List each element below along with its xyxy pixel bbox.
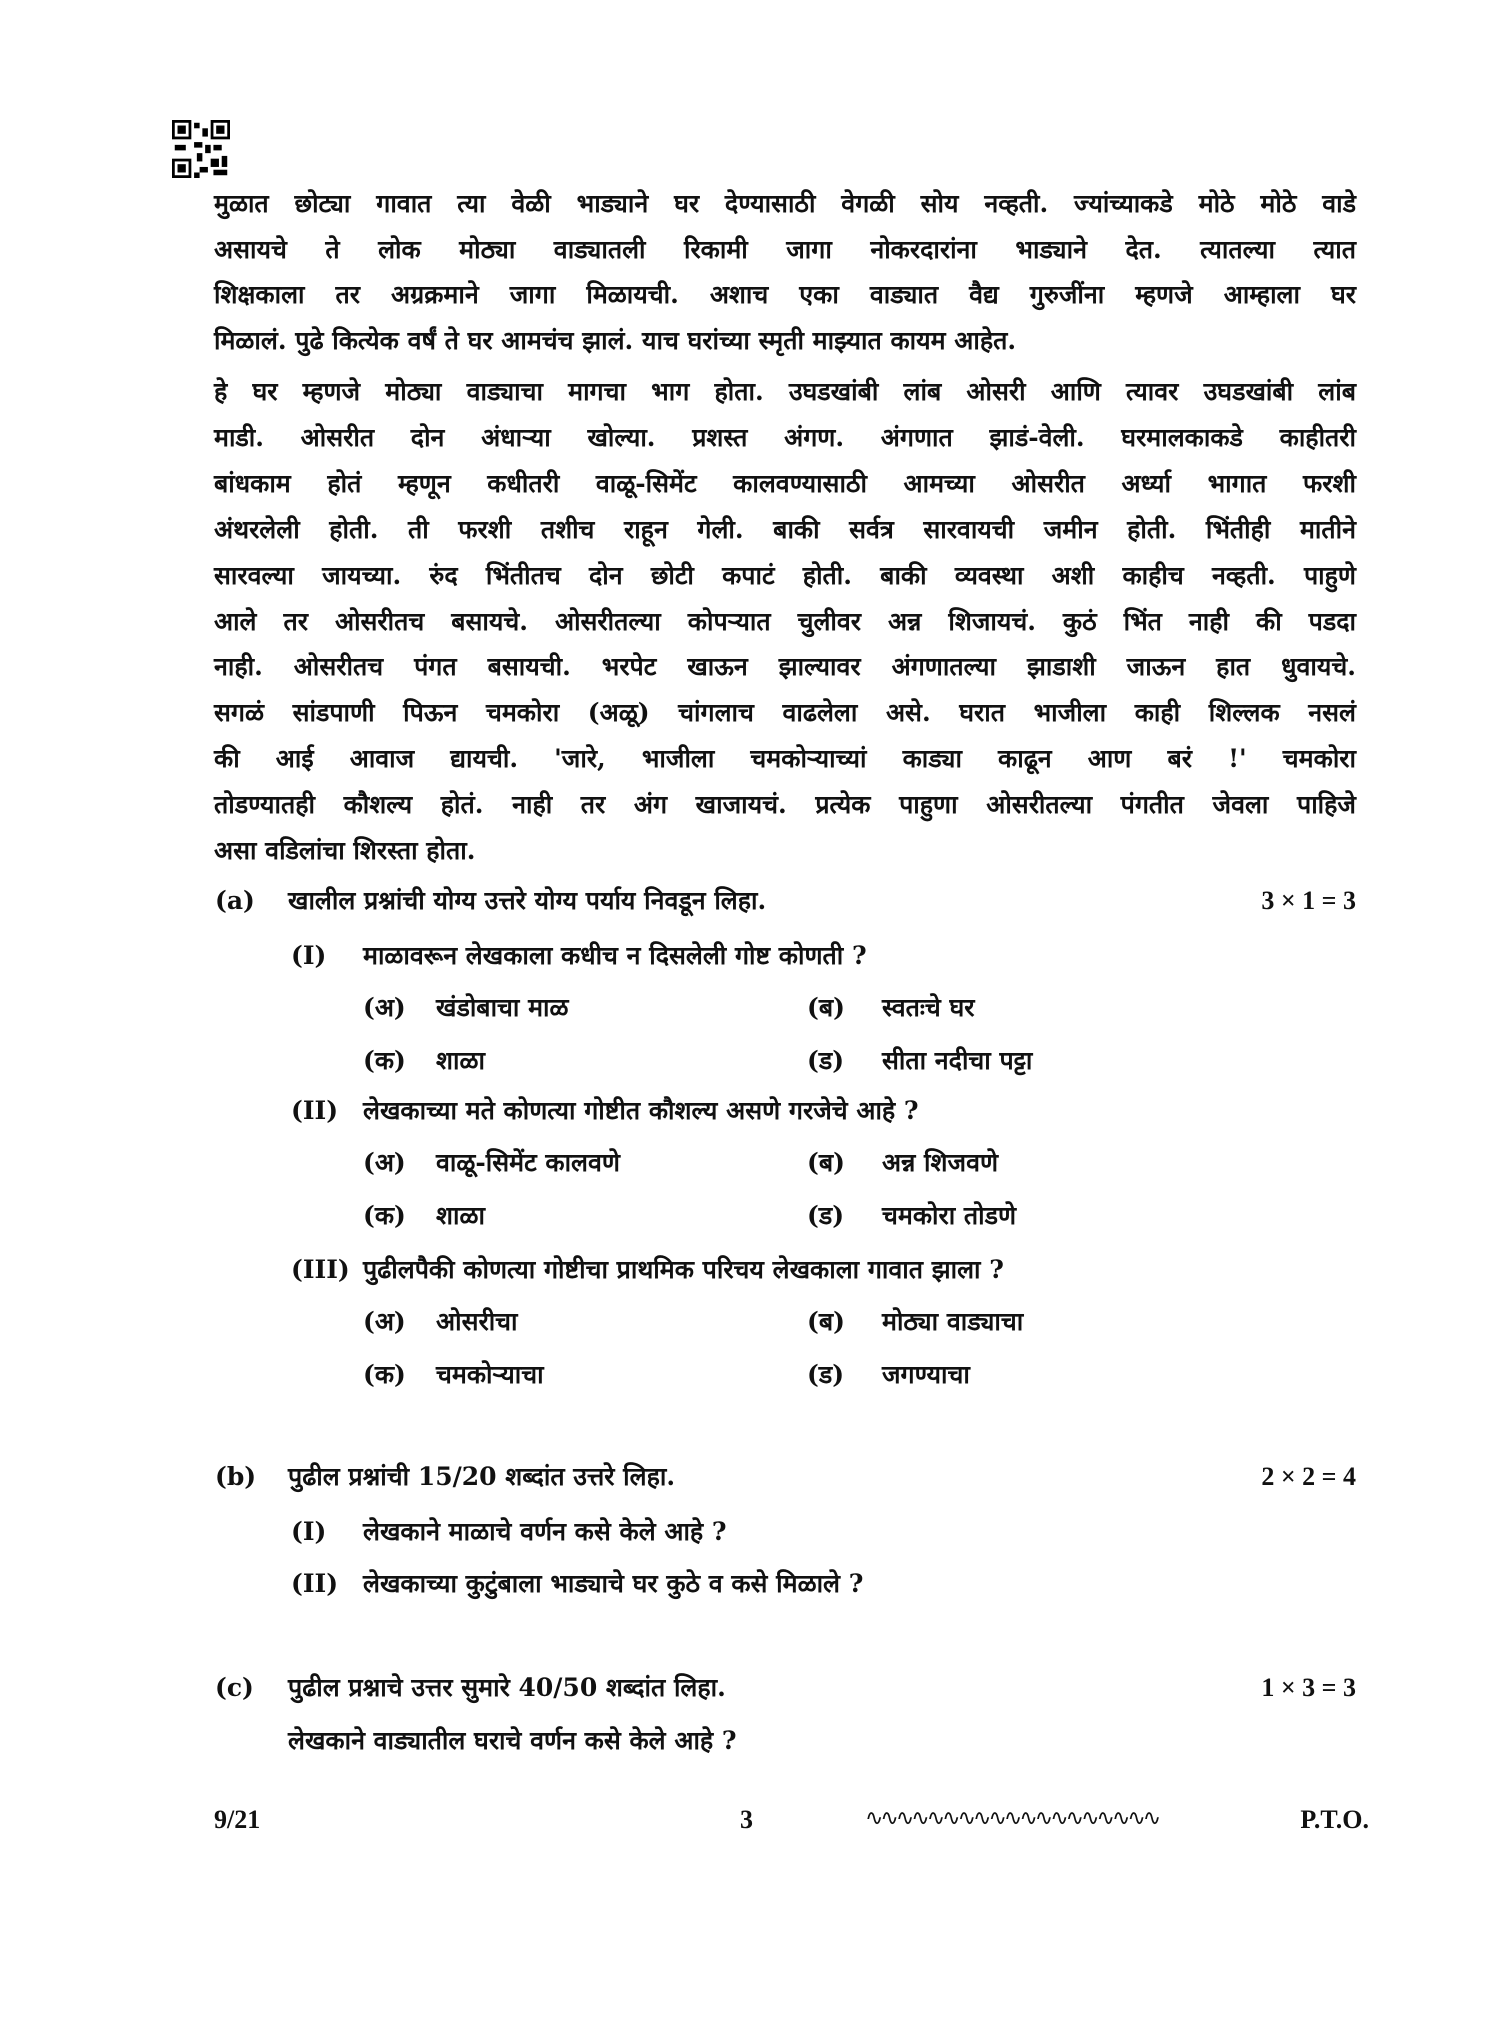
option-label: (क) [363,1046,406,1075]
question-c-instruction: पुढील प्रश्नाचे उत्तर सुमारे 40/50 शब्दांत लिहा. [288,1673,726,1702]
question-a-marks: 3 × 1 = 3 [1261,886,1356,915]
question-b1-number: (I) [291,1517,327,1546]
option-label: (ब) [807,1148,845,1177]
passage-line: तोडण्यातही कौशल्य होतं. नाही तर अंग खाजायचं. प्रत्येक पाहुणा ओसरीतल्या पंगतीत जेवला पाहिजे [214,790,1356,820]
question-number: (I) [291,941,327,970]
option-label: (अ) [363,993,406,1022]
question-b-instruction: पुढील प्रश्नांची 15/20 शब्दांत उत्तरे लिहा. [288,1462,676,1491]
passage-line: असायचे ते लोक मोठ्या वाड्यातली रिकामी जागा नोकरदारांना भाड्याने देत. त्यातल्या त्यात [214,234,1356,264]
question-b1-text: लेखकाने माळाचे वर्णन कसे केले आहे ? [363,1517,727,1546]
option-label: (क) [363,1360,406,1389]
question-text: लेखकाच्या मते कोणत्या गोष्टीत कौशल्य असणे गरजेचे आहे ? [363,1096,919,1125]
option-text: स्वतःचे घर [882,993,975,1022]
option-text: शाळा [436,1046,485,1075]
passage-line: शिक्षकाला तर अग्रक्रमाने जागा मिळायची. अशाच एका वाड्यात वैद्य गुरुजींना म्हणजे आम्हाला घर [214,280,1356,309]
question-b-label: (b) [215,1462,257,1491]
passage-line: सगळं सांडपाणी पिऊन चमकोरा (अळू) चांगलाच वाढलेला असे. घरात भाजीला काही शिल्लक नसलं [214,698,1356,728]
passage-line: अंथरलेली होती. ती फरशी तशीच राहून गेली. बाकी सर्वत्र सारवायची जमीन होती. भिंतीही मातीने [214,514,1356,544]
paper-code: 9/21 [214,1805,261,1834]
squiggle-line: ∿∿∿∿∿∿∿∿∿∿∿∿∿∿∿∿∿∿∿ [865,1805,1159,1830]
passage-line: माडी. ओसरीत दोन अंधाऱ्या खोल्या. प्रशस्त अंगण. अंगणात झाडं-वेली. घरमालकाकडे काहीतरी [214,422,1356,452]
passage-line: आले तर ओसरीतच बसायचे. ओसरीतल्या कोपऱ्यात चुलीवर अन्न शिजायचं. कुठं भिंत नाही की पडदा [214,606,1356,636]
option-label: (अ) [363,1307,406,1336]
passage-line: सारवल्या जायच्या. रुंद भिंतीतच दोन छोटी कपाटं होती. बाकी व्यवस्था अशी काहीच नव्हती. पाहुणे [214,560,1356,590]
option-text: सीता नदीचा पट्टा [882,1046,1033,1075]
option-label: (अ) [363,1148,406,1177]
option-text: चमकोरा तोडणे [882,1201,1017,1230]
option-label: (ड) [807,1360,845,1389]
option-label: (ब) [807,993,845,1022]
passage-line: नाही. ओसरीतच पंगत बसायची. भरपेट खाऊन झाल्यावर अंगणातल्या झाडाशी जाऊन हात धुवायचे. [214,652,1356,682]
question-a-label: (a) [215,886,255,915]
option-text: वाळू-सिमेंट कालवणे [436,1148,620,1177]
qr-code [172,120,230,178]
passage-line: की आई आवाज द्यायची. 'जारे, भाजीला चमकोऱ्याच्यां काड्या काढून आण बरं !' चमकोरा [214,744,1356,774]
question-b2-number: (II) [291,1569,339,1598]
question-b-marks: 2 × 2 = 4 [1261,1462,1356,1491]
passage-line: हे घर म्हणजे मोठ्या वाड्याचा मागचा भाग होता. उघडखांबी लांब ओसरी आणि त्यावर उघडखांबी लांब [214,377,1356,406]
passage-line: मुळात छोट्या गावात त्या वेळी भाड्याने घर देण्यासाठी वेगळी सोय नव्हती. ज्यांच्याकडे मोठे मोठे वाडे [214,189,1356,218]
question-c-marks: 1 × 3 = 3 [1261,1673,1356,1702]
option-text: ओसरीचा [436,1307,518,1336]
question-number: (III) [291,1255,350,1284]
option-text: मोठ्या वाड्याचा [882,1307,1024,1336]
option-label: (ब) [807,1307,845,1336]
option-text: खंडोबाचा माळ [436,993,569,1022]
option-text: शाळा [436,1201,485,1230]
passage-line: असा वडिलांचा शिरस्ता होता. [214,836,476,865]
option-text: अन्न शिजवणे [882,1148,999,1177]
question-b2-text: लेखकाच्या कुटुंबाला भाड्याचे घर कुठे व कसे मिळाले ? [363,1569,864,1598]
option-text: चमकोऱ्याचा [436,1360,544,1389]
option-text: जगण्याचा [882,1360,970,1389]
option-label: (क) [363,1201,406,1230]
option-label: (ड) [807,1201,845,1230]
pto-label: P.T.O. [1300,1805,1369,1834]
passage-line: मिळालं. पुढे कित्येक वर्षं ते घर आमचंच झालं. याच घरांच्या स्मृती माझ्यात कायम आहेत. [214,325,1017,355]
question-c-text: लेखकाने वाड्यातील घराचे वर्णन कसे केले आहे ? [288,1726,737,1755]
question-a-instruction: खालील प्रश्नांची योग्य उत्तरे योग्य पर्याय निवडून लिहा. [288,886,767,915]
page-number: 3 [740,1805,753,1834]
question-c-label: (c) [215,1673,254,1702]
question-text: पुढीलपैकी कोणत्या गोष्टीचा प्राथमिक परिचय लेखकाला गावात झाला ? [363,1255,1004,1284]
question-number: (II) [291,1096,339,1125]
question-text: माळावरून लेखकाला कधीच न दिसलेली गोष्ट कोणती ? [363,941,867,970]
option-label: (ड) [807,1046,845,1075]
passage-line: बांधकाम होतं म्हणून कधीतरी वाळू-सिमेंट कालवण्यासाठी आमच्या ओसरीत अर्ध्या भागात फरशी [214,468,1356,498]
